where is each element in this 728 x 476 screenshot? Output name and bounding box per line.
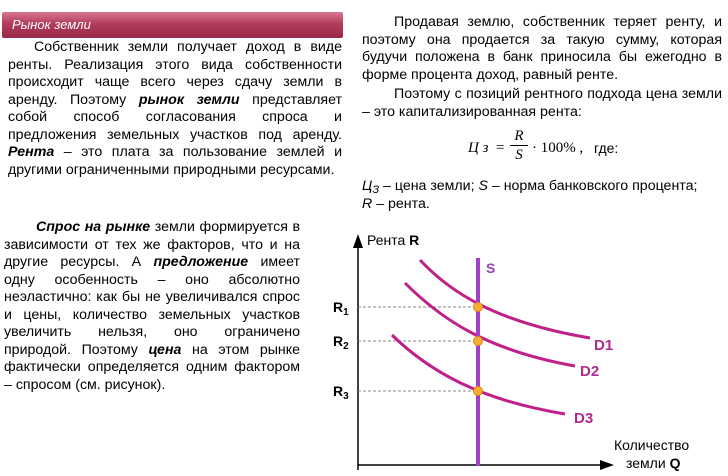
term-rent: Рента	[8, 144, 55, 160]
equilibrium-point-1	[474, 303, 483, 312]
supply-label: S	[486, 260, 496, 276]
text: земли формируется в зависимости от тех же факторов, что и на другие ресурсы. А	[4, 219, 300, 270]
equilibrium-point-2	[474, 337, 483, 346]
x-axis-label-2: земли Q	[626, 455, 681, 471]
formula-lhs: Ц з	[468, 140, 489, 156]
section-title: Рынок земли	[12, 17, 91, 32]
x-axis-label-1: Количество	[614, 437, 690, 453]
demand-label-d3: D3	[574, 410, 594, 427]
text: Продавая землю, собственник теряет ренту, и поэтому она продается за такую сумму, которая будучи положена в банк приносила бы ежегодно в форме процента доход, равный ренте.	[362, 14, 722, 83]
formula-equals: =	[496, 140, 505, 156]
term-land-market: рынок земли	[138, 91, 240, 108]
y-axis-arrow	[353, 234, 363, 248]
equilibrium-point-3	[474, 387, 483, 396]
formula-denominator: S	[515, 147, 523, 163]
text: – рента.	[372, 196, 430, 212]
text: – норма банковского процента;	[487, 178, 698, 194]
symbol-price: Ц	[362, 178, 373, 194]
text: имеет одну особенность – оно абсолютно неэластично: как бы не увеличивался спрос и цены, количество земельных участков увеличить нельзя, оно ограничено природой. Поэтому	[4, 254, 300, 358]
symbol-price-sub: З	[372, 184, 380, 196]
formula-numerator: R	[514, 128, 524, 144]
formula-where: где:	[594, 140, 619, 156]
term-demand: Спрос на рынке	[36, 219, 151, 235]
demand-curve-d1	[420, 260, 590, 338]
term-supply: предложение	[153, 254, 249, 270]
rent-level-3-label: $R_3$	[333, 383, 349, 402]
text: Собственник земли получает доход в виде ренты. Реализация этого вида собственности происходит чаще всего через сдачу земли в аренду. Поэтому	[8, 39, 342, 108]
y-axis-label: Рента R	[367, 232, 420, 248]
symbol-interest: S	[478, 178, 488, 194]
text: – цена земли;	[379, 178, 479, 194]
demand-label-d1: D1	[594, 337, 614, 354]
term-price: цена	[148, 341, 182, 358]
demand-label-d2: D2	[580, 363, 600, 380]
text: Поэтому с позиций рентного подхода цена земли – это капитализированная рента:	[362, 86, 722, 120]
text: – это плата за пользование землей и другими ограниченными природными ресурсами.	[8, 144, 342, 178]
formula-percent: · 100% ,	[532, 140, 584, 156]
x-axis-arrow	[600, 460, 614, 470]
rent-level-2-label: $R_2$	[333, 333, 349, 352]
text: представляет собой способ согласования спроса и предложения земельных участков под аренду.	[8, 91, 342, 143]
symbol-rent: R	[362, 196, 373, 212]
rent-level-1-label: $R_1$	[333, 299, 349, 318]
text: на этом рынке фактически определяется одним фактором – спросом (см. рисунок).	[4, 341, 301, 393]
demand-curve-d2	[405, 283, 575, 366]
